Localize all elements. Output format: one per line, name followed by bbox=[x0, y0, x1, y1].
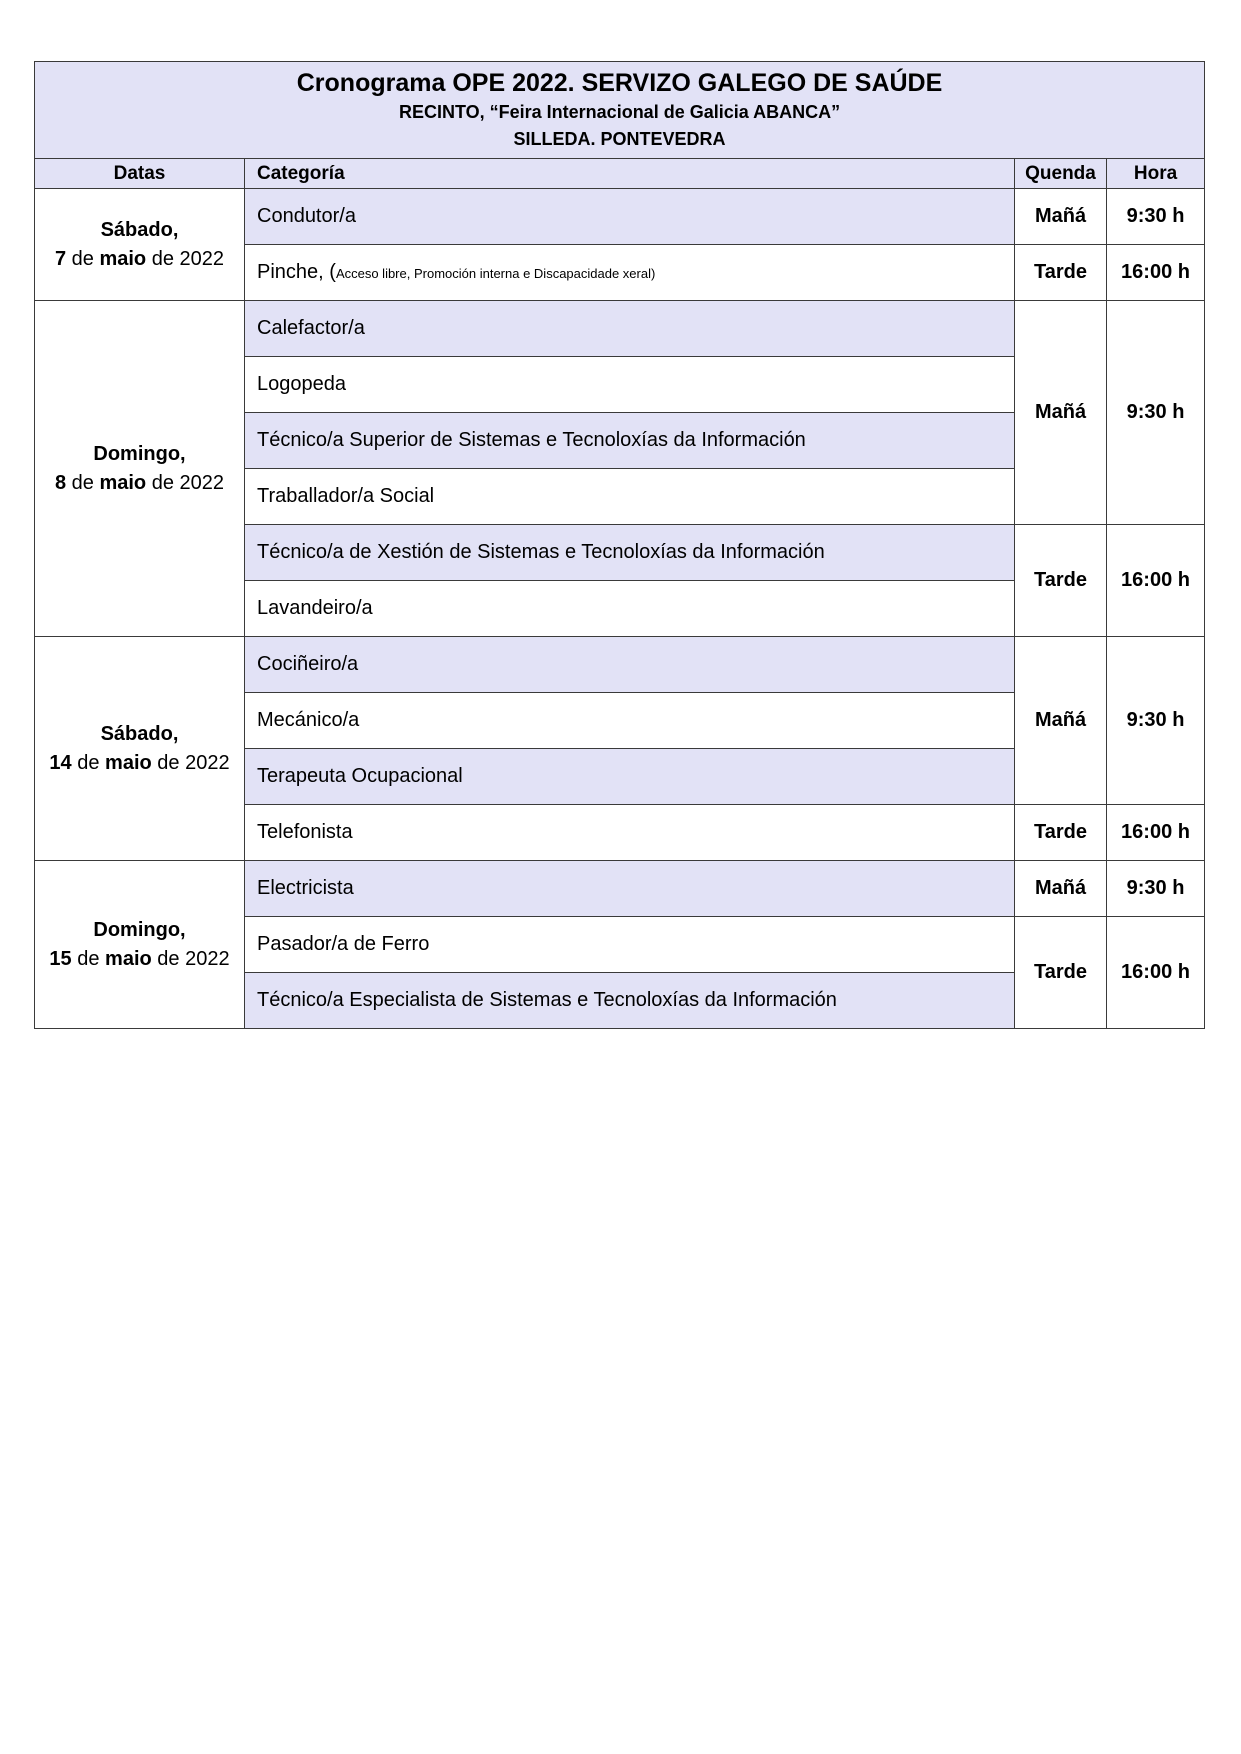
category-note: Acceso libre, Promoción interna e Discapacidade xeral) bbox=[335, 266, 656, 281]
date-connector: de bbox=[157, 947, 180, 970]
category-cell: Calefactor/a bbox=[245, 301, 1015, 357]
category-cell: Telefonista bbox=[245, 805, 1015, 861]
category-cell: Técnico/a Superior de Sistemas e Tecnoloxías da Información bbox=[245, 413, 1015, 469]
date-cell bbox=[35, 189, 245, 301]
date-cell bbox=[35, 861, 245, 1029]
hour-cell: 16:00 h bbox=[1107, 805, 1205, 861]
table-row bbox=[35, 189, 1205, 245]
title-block bbox=[35, 62, 1205, 159]
date-connector: de bbox=[77, 751, 100, 774]
year: 2022 bbox=[185, 751, 230, 774]
date-connector: de bbox=[151, 471, 174, 494]
date-connector: de bbox=[77, 947, 100, 970]
col-header-category: Categoría bbox=[245, 159, 1015, 189]
date-cell bbox=[35, 301, 245, 637]
category-cell: Pasador/a de Ferro bbox=[245, 917, 1015, 973]
year: 2022 bbox=[185, 947, 230, 970]
venue-line: RECINTO, “Feira Internacional de Galicia ABANCA” bbox=[398, 102, 841, 122]
shift-cell: Tarde bbox=[1015, 917, 1107, 1029]
table-row bbox=[35, 861, 1205, 917]
category-cell: Cociñeiro/a bbox=[245, 637, 1015, 693]
category-cell: Condutor/a bbox=[245, 189, 1015, 245]
col-header-hour: Hora bbox=[1107, 159, 1205, 189]
hour-cell: 16:00 h bbox=[1107, 525, 1205, 637]
hour-cell: 9:30 h bbox=[1107, 189, 1205, 245]
hour-cell: 16:00 h bbox=[1107, 245, 1205, 301]
day-number: 14 bbox=[49, 751, 72, 774]
location-line: SILLEDA. PONTEVEDRA bbox=[513, 129, 726, 149]
year: 2022 bbox=[179, 471, 225, 494]
shift-cell: Mañá bbox=[1015, 189, 1107, 245]
month: maio bbox=[105, 947, 152, 970]
date-connector: de bbox=[151, 247, 174, 270]
weekday: Sábado, bbox=[100, 722, 179, 745]
date-connector: de bbox=[71, 247, 94, 270]
category-cell: Terapeuta Ocupacional bbox=[245, 749, 1015, 805]
shift-cell: Tarde bbox=[1015, 245, 1107, 301]
col-header-date: Datas bbox=[35, 159, 245, 189]
category-cell bbox=[245, 245, 1015, 301]
schedule-table bbox=[34, 61, 1205, 1029]
category-cell: Logopeda bbox=[245, 357, 1015, 413]
shift-cell: Mañá bbox=[1015, 861, 1107, 917]
weekday: Domingo, bbox=[93, 918, 186, 941]
date-cell bbox=[35, 637, 245, 861]
shift-cell: Mañá bbox=[1015, 301, 1107, 525]
shift-cell: Tarde bbox=[1015, 525, 1107, 637]
hour-cell: 16:00 h bbox=[1107, 917, 1205, 1029]
col-header-shift: Quenda bbox=[1015, 159, 1107, 189]
column-header-row bbox=[35, 159, 1205, 189]
weekday: Sábado, bbox=[100, 218, 179, 241]
category-label: Pinche, ( bbox=[257, 261, 336, 283]
day-number: 7 bbox=[54, 247, 67, 270]
month: maio bbox=[99, 471, 147, 494]
table-row bbox=[35, 301, 1205, 357]
month: maio bbox=[105, 751, 152, 774]
document-title: Cronograma OPE 2022. SERVIZO GALEGO DE SAÚDE bbox=[296, 69, 943, 97]
category-cell: Lavandeiro/a bbox=[245, 581, 1015, 637]
table-row bbox=[35, 637, 1205, 693]
hour-cell: 9:30 h bbox=[1107, 301, 1205, 525]
hour-cell: 9:30 h bbox=[1107, 861, 1205, 917]
date-connector: de bbox=[71, 471, 94, 494]
category-cell: Electricista bbox=[245, 861, 1015, 917]
category-cell: Técnico/a Especialista de Sistemas e Tecnoloxías da Información bbox=[245, 973, 1015, 1029]
category-cell: Mecánico/a bbox=[245, 693, 1015, 749]
date-connector: de bbox=[157, 751, 180, 774]
day-number: 8 bbox=[54, 471, 67, 494]
year: 2022 bbox=[179, 247, 225, 270]
category-cell: Técnico/a de Xestión de Sistemas e Tecnoloxías da Información bbox=[245, 525, 1015, 581]
hour-cell: 9:30 h bbox=[1107, 637, 1205, 805]
shift-cell: Tarde bbox=[1015, 805, 1107, 861]
weekday: Domingo, bbox=[93, 442, 186, 465]
shift-cell: Mañá bbox=[1015, 637, 1107, 805]
category-cell: Traballador/a Social bbox=[245, 469, 1015, 525]
day-number: 15 bbox=[49, 947, 72, 970]
month: maio bbox=[99, 247, 147, 270]
